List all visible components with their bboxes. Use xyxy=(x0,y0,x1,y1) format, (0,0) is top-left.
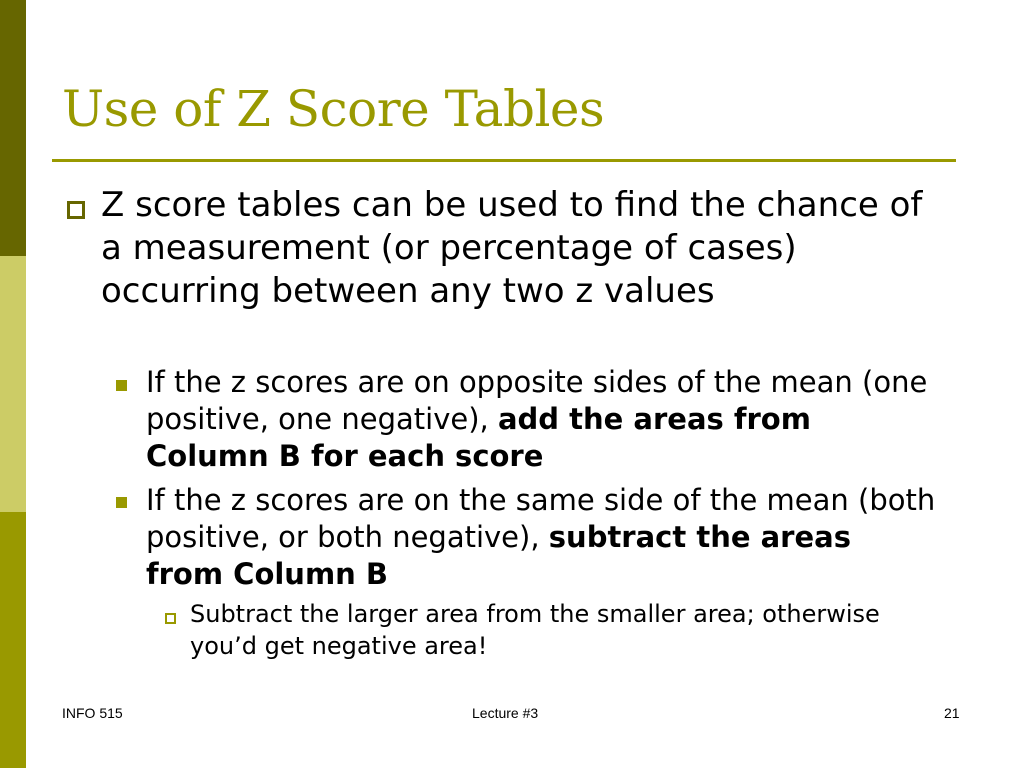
bullet-level3: Subtract the larger area from the smaller area; otherwise you’d get negative area! xyxy=(190,600,880,660)
hollow-square-bullet-icon xyxy=(67,201,85,219)
footer-course: INFO 515 xyxy=(62,705,123,721)
bullet-level1: Z score tables can be used to find the chance of a measurement (or percentage of cases) occurring between any two z values xyxy=(101,185,923,311)
bullet-emphasis: add the areas from Column B for each score xyxy=(146,402,811,473)
bullet-level2-opposite-sides xyxy=(146,364,936,475)
bullet-text: If the z scores are on the same side of the mean (both positive, or both negative), xyxy=(146,483,936,554)
bullet-text: If the z scores are on opposite sides of the mean (one positive, one negative), xyxy=(146,365,928,436)
bullet-level2-same-side xyxy=(146,482,936,593)
footer-lecture: Lecture #3 xyxy=(472,705,539,721)
slide-title: Use of Z Score Tables xyxy=(62,80,605,138)
side-bar-bottom xyxy=(0,512,26,768)
side-bar-middle xyxy=(0,256,26,512)
filled-square-bullet-icon xyxy=(116,497,127,508)
filled-square-bullet-icon xyxy=(116,380,127,391)
footer-slide-number: 21 xyxy=(944,705,960,721)
title-divider xyxy=(52,159,956,162)
small-hollow-square-bullet-icon xyxy=(165,613,176,624)
bullet-emphasis: subtract the areas from Column B xyxy=(146,520,851,591)
side-bar-top xyxy=(0,0,26,256)
